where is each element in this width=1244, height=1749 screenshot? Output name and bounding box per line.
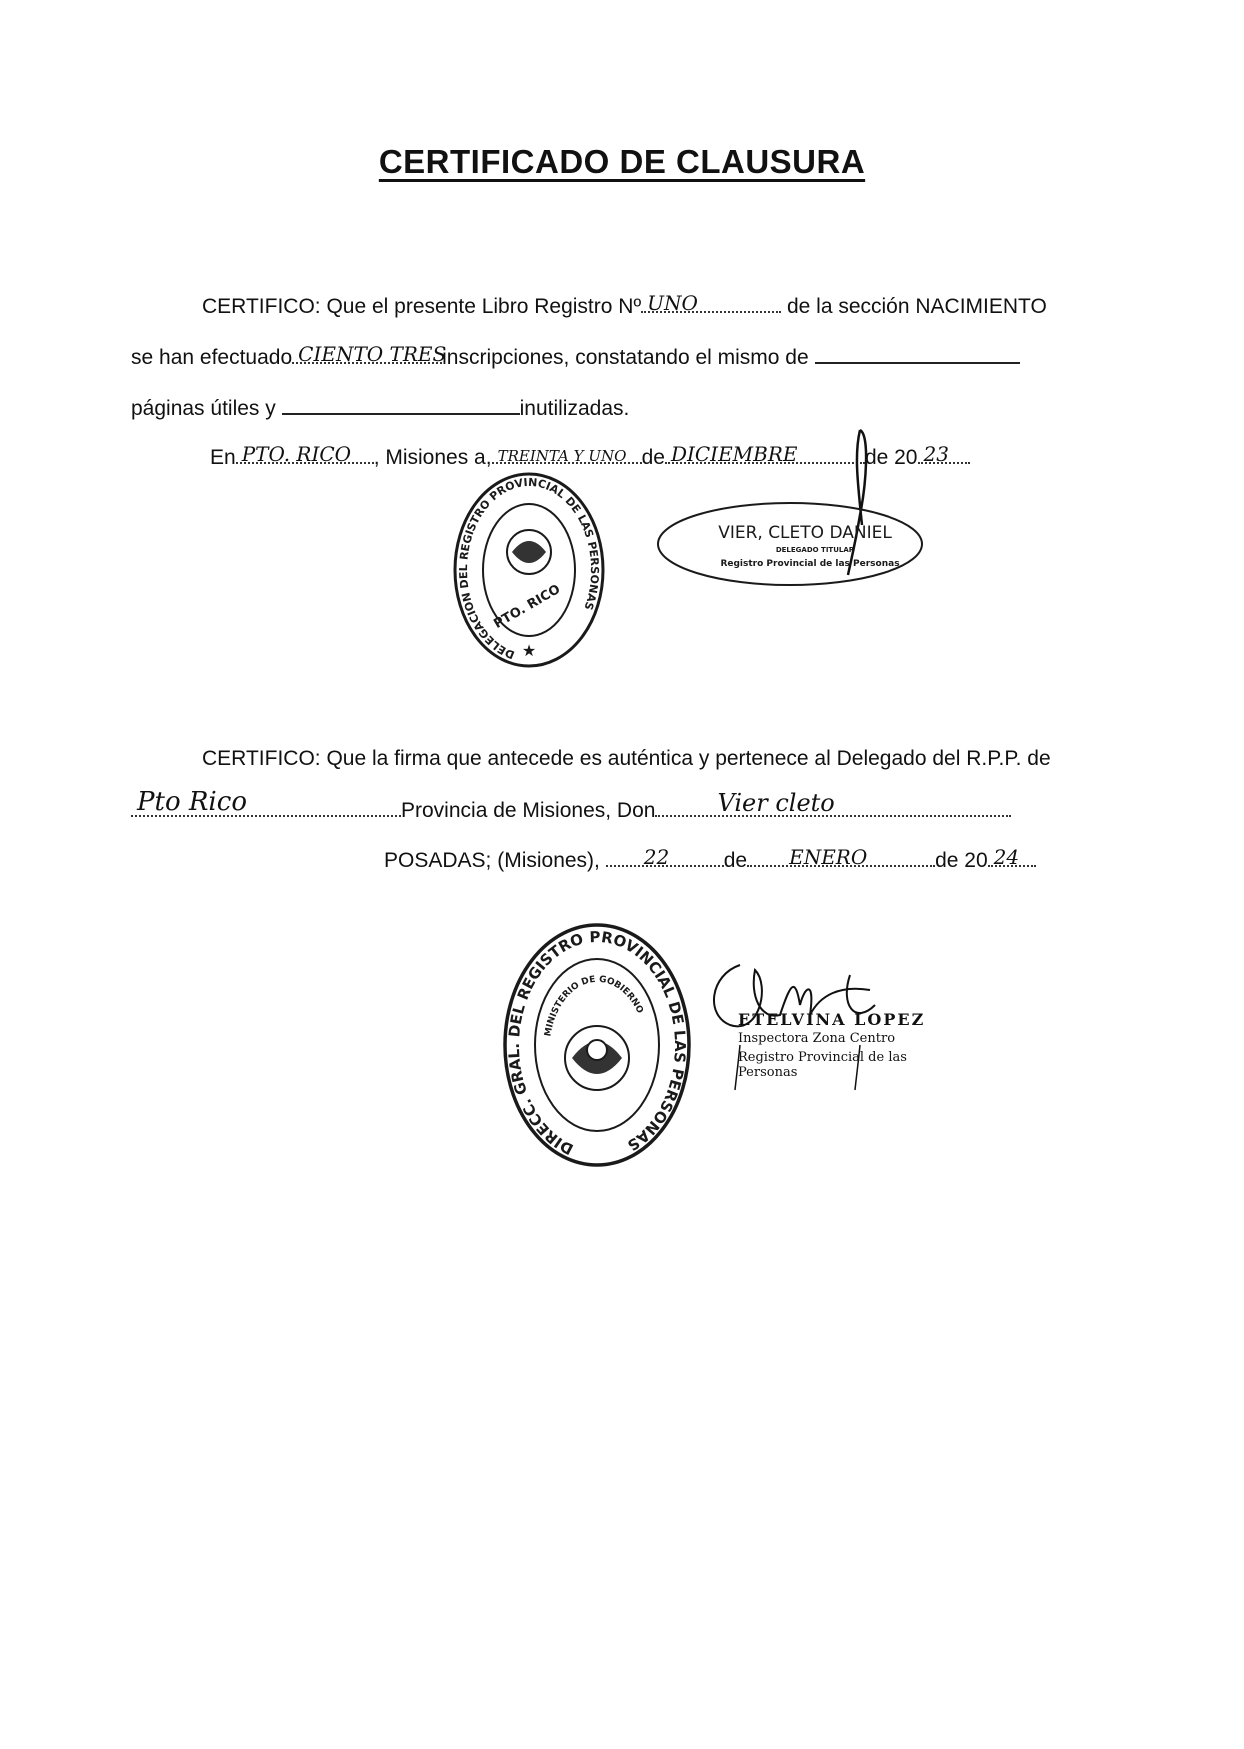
efectuado-text: se han efectuado <box>131 346 293 369</box>
certifico-line-3 <box>131 398 629 419</box>
delegacion-seal <box>452 470 607 670</box>
day-value: TREINTA Y UNO <box>497 447 627 465</box>
certifico-text: CERTIFICO: Que el presente Libro Registro Nº <box>202 295 642 318</box>
year-value: 23 <box>923 442 949 466</box>
inscripciones-count: CIENTO TRES <box>298 342 447 366</box>
seal1-ring-text: DELEGACION DEL REGISTRO PROVINCIAL DE LAS PERSONAS <box>457 475 602 662</box>
posadas-year: 24 <box>993 845 1020 869</box>
stamp2-name: ETELVINA LOPEZ <box>738 1010 926 1029</box>
misiones-text: , Misiones a, <box>373 446 492 469</box>
stamp1-org: Registro Provincial de las Personas <box>720 559 900 569</box>
paginas-text: páginas útiles y <box>131 397 276 420</box>
seal2-ring-text: DIRECC. GRAL. DEL REGISTRO PROVINCIAL DE LAS PERSONAS <box>505 927 690 1159</box>
year-prefix: de 20 <box>864 446 918 469</box>
posadas-day: 22 <box>643 845 670 869</box>
seal1-star: ★ <box>521 641 537 660</box>
stamp2-org: Registro Provincial de las Personas <box>738 1050 907 1080</box>
posadas-year-prefix: de 20 <box>935 849 988 872</box>
posadas-text: POSADAS; (Misiones), <box>384 849 600 872</box>
inscripciones-text: inscripciones, constatando el mismo de <box>442 346 809 369</box>
certifico2-line-2 <box>131 787 1011 822</box>
posadas-de-text: de <box>723 849 748 872</box>
direccion-general-seal <box>500 920 695 1170</box>
de-text: de <box>641 446 665 469</box>
month-value: DICIEMBRE <box>670 442 798 466</box>
provincia-text: Provincia de Misiones, Don <box>401 799 656 822</box>
inutilizadas-text: inutilizadas. <box>519 397 630 420</box>
seal2-inner-text: MINISTERIO DE GOBIERNO <box>543 974 645 1038</box>
svg-text:MINISTERIO DE GOBIERNO <box>543 975 644 1038</box>
stamp1-name: VIER, CLETO DANIEL <box>718 523 892 543</box>
stamp2-role: Inspectora Zona Centro <box>738 1031 896 1046</box>
posadas-date-line <box>384 845 1036 872</box>
delegado-stamp <box>655 500 925 588</box>
place-value: PTO. RICO <box>241 442 352 466</box>
don-place-value: Pto Rico <box>137 787 247 817</box>
certifico2-line-1 <box>202 748 1051 769</box>
document-title: CERTIFICADO DE CLAUSURA <box>378 143 866 180</box>
libro-number: UNO <box>647 291 698 315</box>
inutilizadas-blank-line <box>282 403 520 415</box>
inspectora-stamp <box>738 1010 938 1080</box>
paginas-blank-line <box>815 352 1020 364</box>
en-text: En <box>210 446 236 469</box>
certifico-line-1 <box>202 291 1047 318</box>
certifico2-text: CERTIFICO: Que la firma que antecede es auténtica y pertenece al Delegado del R.P.P. de <box>202 747 1051 770</box>
seal1-center-text: PTO. RICO <box>491 581 564 632</box>
posadas-month: ENERO <box>789 845 868 869</box>
section-text: de la sección NACIMIENTO <box>786 295 1047 318</box>
stamp1-role: DELEGADO TITULAR <box>775 546 855 554</box>
don-value: Vier cleto <box>717 789 835 817</box>
certifico-line-2 <box>131 342 1020 369</box>
